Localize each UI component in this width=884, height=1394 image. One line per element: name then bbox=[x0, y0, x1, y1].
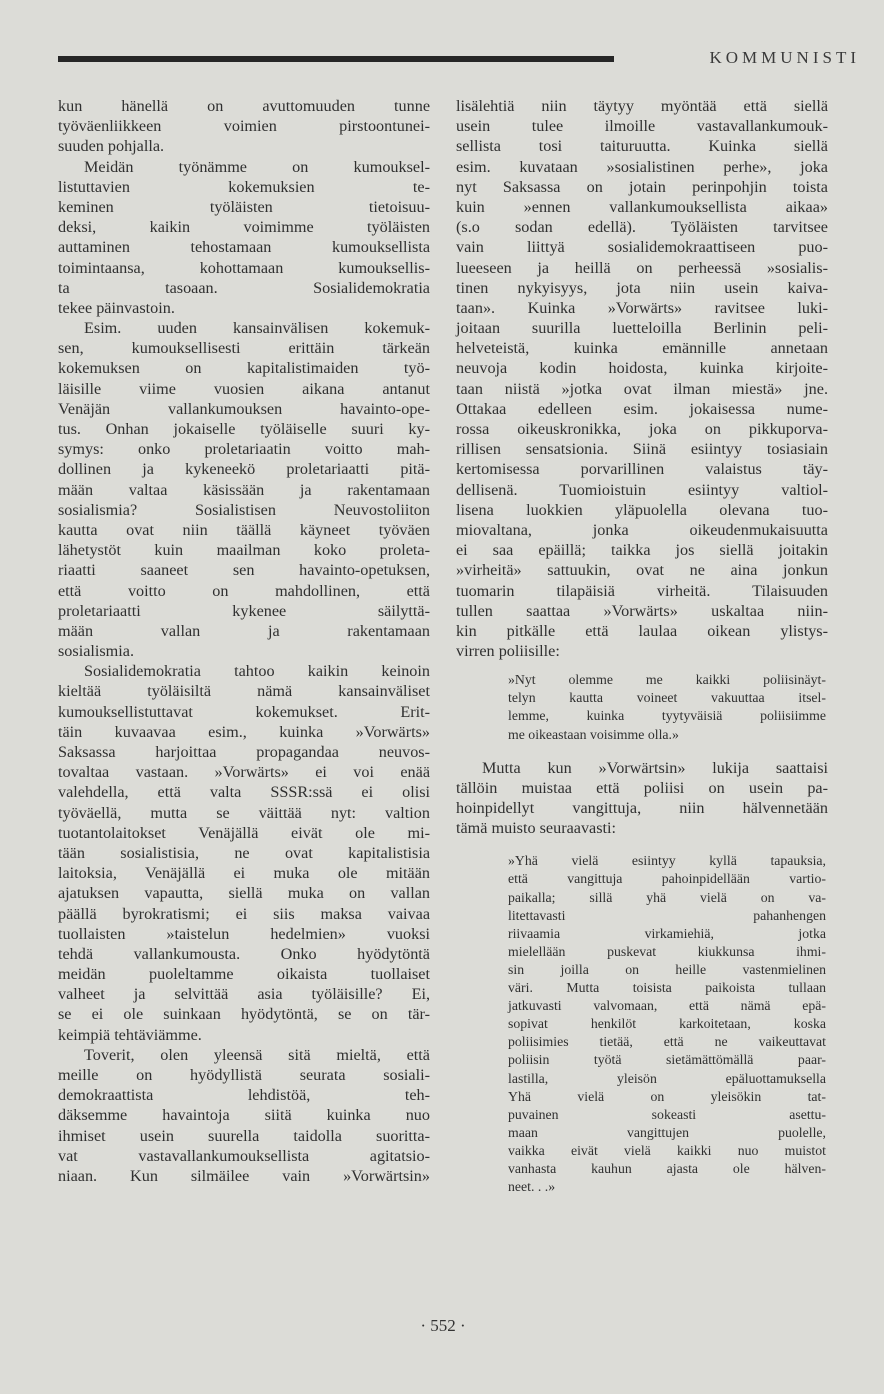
text-line: sen, kumouksellisesti erittäin tärkeän bbox=[58, 339, 430, 358]
text-line: suuden pohjalla. bbox=[58, 137, 165, 156]
text-line: keimpiä tehtäviämme. bbox=[58, 1025, 202, 1044]
text-line: hoinpidellyt vangittuja, niin hälvennetään bbox=[456, 799, 828, 817]
text-line: Toverit, olen yleensä sitä mieltä, että bbox=[84, 1045, 430, 1064]
text-line: valheet ja selvittää asia työläisille? Ei, bbox=[58, 985, 430, 1004]
text-line: sellista tosi taituruutta. Kuinka siellä bbox=[456, 137, 828, 156]
text-line: lueeseen ja heillä on perheessä »sosialis- bbox=[456, 258, 828, 277]
text-line: tuollaisten »taistelun hedelmien» vuoksi bbox=[58, 924, 430, 943]
text-line: tus. Onhan jokaiselle työläiselle suuri ky- bbox=[58, 420, 430, 438]
quote-line: vanhasta kauhun ajasta ole hälven- bbox=[508, 1160, 826, 1176]
text-line: virren poliisille: bbox=[456, 642, 560, 661]
blockquote bbox=[456, 852, 826, 1196]
text-line: rillisen sensatsionia. Siinä esiintyy tosiasiain bbox=[456, 440, 828, 459]
text-line: sosialismia. bbox=[58, 642, 134, 661]
text-line: meidän puoleltamme oikaista tuollaiset bbox=[58, 965, 430, 984]
text-line: Venäjän vallankumouksen havainto-ope- bbox=[58, 399, 430, 418]
quote-line: lemme, kuinka tyytyväisiä poliisiimme bbox=[508, 708, 826, 724]
text-line: vat vastavallankumouksellista agitatsio- bbox=[58, 1146, 430, 1165]
text-line: lisena luokkien yläpuolella olevana tuo- bbox=[456, 500, 828, 519]
text-line: ei saa epäillä; taikka jos siellä joitakin bbox=[456, 541, 828, 560]
text-line: tovaltaa vastaan. »Vorwärts» ei voi enää bbox=[58, 763, 430, 782]
text-line: kin pitkälle että laulaa oikean ylistys- bbox=[456, 621, 828, 640]
text-line: tuomarin tilapäisiä virheitä. Tilaisuuden bbox=[456, 581, 828, 600]
text-line: Meidän työnämme on kumouksel- bbox=[84, 157, 430, 176]
text-line: toimintaansa, kohottamaan kumouksellis- bbox=[58, 258, 430, 277]
text-line: Saksassa harjoittaa propagandaa neuvos- bbox=[58, 743, 430, 761]
running-title: KOMMUNISTI bbox=[709, 48, 860, 67]
quote-line: sopivat henkilöt karkoitetaan, koska bbox=[508, 1016, 826, 1032]
text-line: Mutta kun »Vorwärtsin» lukija saattaisi bbox=[482, 758, 828, 777]
quote-line: mielellään puskevat kiukkunsa ihmi- bbox=[508, 943, 826, 959]
page-number: · 552 · bbox=[420, 1316, 466, 1335]
text-line: tämä muisto seuraavasti: bbox=[456, 819, 617, 838]
text-line: dellisenä. Tuomioistuin esiintyy valtiol- bbox=[456, 480, 828, 499]
quote-line: riivaamia virkamiehiä, jotka bbox=[508, 925, 826, 941]
text-line: valehdella, että valta SSSR:ssä ei olisi bbox=[58, 783, 430, 802]
text-line: listuttavien kokemuksien te- bbox=[58, 177, 430, 196]
text-line: helveteistä, kuinka emännille annetaan bbox=[456, 339, 828, 358]
quote-line: jatkuvasti valvomaan, että nämä epä- bbox=[508, 998, 826, 1014]
text-line: däksemme havaintoja siitä kuinka nuo bbox=[58, 1106, 430, 1125]
text-line: taan». Kuinka »Vorwärts» ravitsee luki- bbox=[456, 298, 828, 317]
text-line: keminen työläisten tietoisuu- bbox=[58, 197, 430, 216]
text-line: demokraattista lehdistöä, teh- bbox=[58, 1086, 430, 1105]
text-line: kun hänellä on avuttomuuden tunne bbox=[58, 97, 430, 115]
text-line: lisälehtiä niin täytyy myöntää että siellä bbox=[456, 97, 828, 115]
text-line: kuin »ennen vallankumouksellista aikaa» bbox=[456, 197, 828, 216]
text-line: tinen nykyisyys, jota niin usein kaiva- bbox=[456, 278, 828, 297]
text-line: vain liittyä sosialidemokraattiseen puo- bbox=[456, 238, 828, 257]
text-line: kautta ovat niin täällä käyneet työväen bbox=[58, 520, 430, 539]
text-line: (s.o sodan edellä). Työläisten tarvitsee bbox=[456, 218, 828, 237]
text-line: lähetystöt kuin maailman koko proleta- bbox=[58, 541, 430, 560]
quote-line: litettavasti pahanhengen bbox=[508, 907, 826, 923]
quote-line: neet. . .» bbox=[508, 1179, 556, 1195]
right-column bbox=[456, 96, 828, 1196]
text-line: Ottakaa edelleen esim. jokaisessa nume- bbox=[456, 399, 828, 418]
text-line: mään vallan ja rakentamaan bbox=[58, 621, 430, 640]
page-header bbox=[58, 48, 866, 76]
text-line: tuotantolaitokset Venäjällä eivät ole mi- bbox=[58, 823, 430, 842]
text-line: tällöin muistaa että poliisi on usein pa- bbox=[456, 778, 828, 797]
quote-line: telyn kautta voineet vakuuttaa itsel- bbox=[508, 690, 826, 706]
text-line: Esim. uuden kansainvälisen kokemuk- bbox=[84, 319, 430, 338]
quote-line: vaikka eivät vielä kaikki nuo muistot bbox=[508, 1142, 826, 1158]
text-line: auttaminen tehostamaan kumouksellista bbox=[58, 238, 430, 257]
text-line: usein tulee ilmoille vastavallankumouk- bbox=[456, 117, 828, 136]
left-column bbox=[58, 96, 430, 1186]
text-line: ta tasoaan. Sosialidemokratia bbox=[58, 278, 430, 297]
text-line: sosialismia? Sosialistisen Neuvostoliiton bbox=[58, 500, 430, 519]
text-line: taan niistä »jotka ovat ilman miestä» jne. bbox=[456, 379, 828, 398]
text-line: tekee päinvastoin. bbox=[58, 298, 175, 317]
header-rule bbox=[58, 56, 614, 62]
quote-line: maan vangittujen puolelle, bbox=[508, 1124, 826, 1140]
text-line: dollinen ja kykeneekö proletariaatti pitä- bbox=[58, 460, 430, 479]
text-line: ajatuksen vapautta, siellä muka on vallan bbox=[58, 884, 430, 903]
text-line: tään sosialistisia, ne ovat kapitalistisia bbox=[58, 843, 430, 862]
text-line: täin kuvaavaa esim., kuinka »Vorwärts» bbox=[58, 722, 430, 741]
text-line: työväellä, mutta se väittää nyt: valtion bbox=[58, 803, 430, 822]
quote-line: poliisin työtä sietämättömällä paar- bbox=[508, 1052, 826, 1068]
text-line: kokemuksen on kapitalistimaiden työ- bbox=[58, 359, 430, 378]
text-line: tullen saattaa »Vorwärts» uskaltaa niin- bbox=[456, 601, 828, 620]
text-line: »virheitä» sattuukin, ovat ne aina jonkun bbox=[456, 561, 828, 580]
text-line: kieltää työläisiltä nämä kansainväliset bbox=[58, 682, 430, 701]
text-line: tehdä vallankumousta. Onko hyödytöntä bbox=[58, 944, 430, 963]
text-line: niaan. Kun silmäilee vain »Vorwärtsin» bbox=[58, 1166, 430, 1185]
quote-line: puvainen sokeasti asettu- bbox=[508, 1106, 826, 1122]
text-line: kumouksellistuttavat kokemukset. Erit- bbox=[58, 702, 430, 721]
text-line: se ei ole suinkaan hyödytöntä, se on tär- bbox=[58, 1005, 430, 1024]
text-line: työväenliikkeen voimien pirstoontunei- bbox=[58, 117, 430, 136]
text-line: päällä byrokratismi; ei siis maksa vaivaa bbox=[58, 904, 430, 923]
text-line: Sosialidemokratia tahtoo kaikin keinoin bbox=[84, 662, 430, 681]
text-line: kertomisessa porvarillinen valaistus täy- bbox=[456, 460, 828, 479]
quote-line: Yhä vielä on yleisökin tat- bbox=[508, 1088, 826, 1104]
text-line: nyt Saksassa on jotain perinpohjin toista bbox=[456, 177, 828, 196]
text-line: mään valtaa käsissään ja rakentamaan bbox=[58, 480, 430, 499]
text-line: miovaltana, jonka oikeudenmukaisuutta bbox=[456, 520, 828, 539]
quote-line: »Yhä vielä esiintyy kyllä tapauksia, bbox=[508, 853, 826, 869]
quote-line: me oikeastaan voisimme olla.» bbox=[508, 726, 679, 742]
text-line: riaatti saaneet sen havainto-opetuksen, bbox=[58, 561, 430, 580]
text-line: läisille viime vuosien aikana antanut bbox=[58, 379, 430, 398]
text-line: ihmiset usein suurella taidolla suoritta- bbox=[58, 1126, 430, 1145]
quote-line: poliisimies tietää, että ne vaikeuttavat bbox=[508, 1034, 826, 1050]
quote-line: paikalla; sillä yhä vielä on va- bbox=[508, 889, 826, 905]
text-line: neuvoja kodin hoidosta, kuinka kirjoite- bbox=[456, 359, 828, 378]
quote-line: sin joilla on heille vastenmielinen bbox=[508, 961, 826, 977]
quote-line: lastilla, yleisön epäluottamuksella bbox=[508, 1070, 826, 1086]
text-line: että voitto on mahdollinen, että bbox=[58, 581, 430, 600]
text-line: rossa oikeuskronikka, joka on pikkuporva- bbox=[456, 420, 828, 438]
text-line: joitaan suurilla luetteloilla Berlinin peli- bbox=[456, 319, 828, 338]
text-line: esim. kuvataan »sosialistinen perhe», joka bbox=[456, 157, 828, 176]
quote-line: väri. Mutta toisista paikoista tullaan bbox=[508, 980, 826, 996]
text-line: laitoksia, Venäjällä ei muka ole mitään bbox=[58, 864, 430, 883]
blockquote bbox=[456, 671, 826, 743]
text-line: proletariaatti kykenee säilyttä- bbox=[58, 601, 430, 620]
text-line: symys: onko proletariaatin voitto mah- bbox=[58, 440, 430, 459]
text-line: meille on hyödyllistä seurata sosiali- bbox=[58, 1066, 430, 1084]
quote-line: »Nyt olemme me kaikki poliisinäyt- bbox=[508, 672, 826, 688]
text-line: deksi, kaikin voimimme työläisten bbox=[58, 218, 430, 237]
quote-line: että vangittuja pahoinpidellään vartio- bbox=[508, 871, 826, 887]
